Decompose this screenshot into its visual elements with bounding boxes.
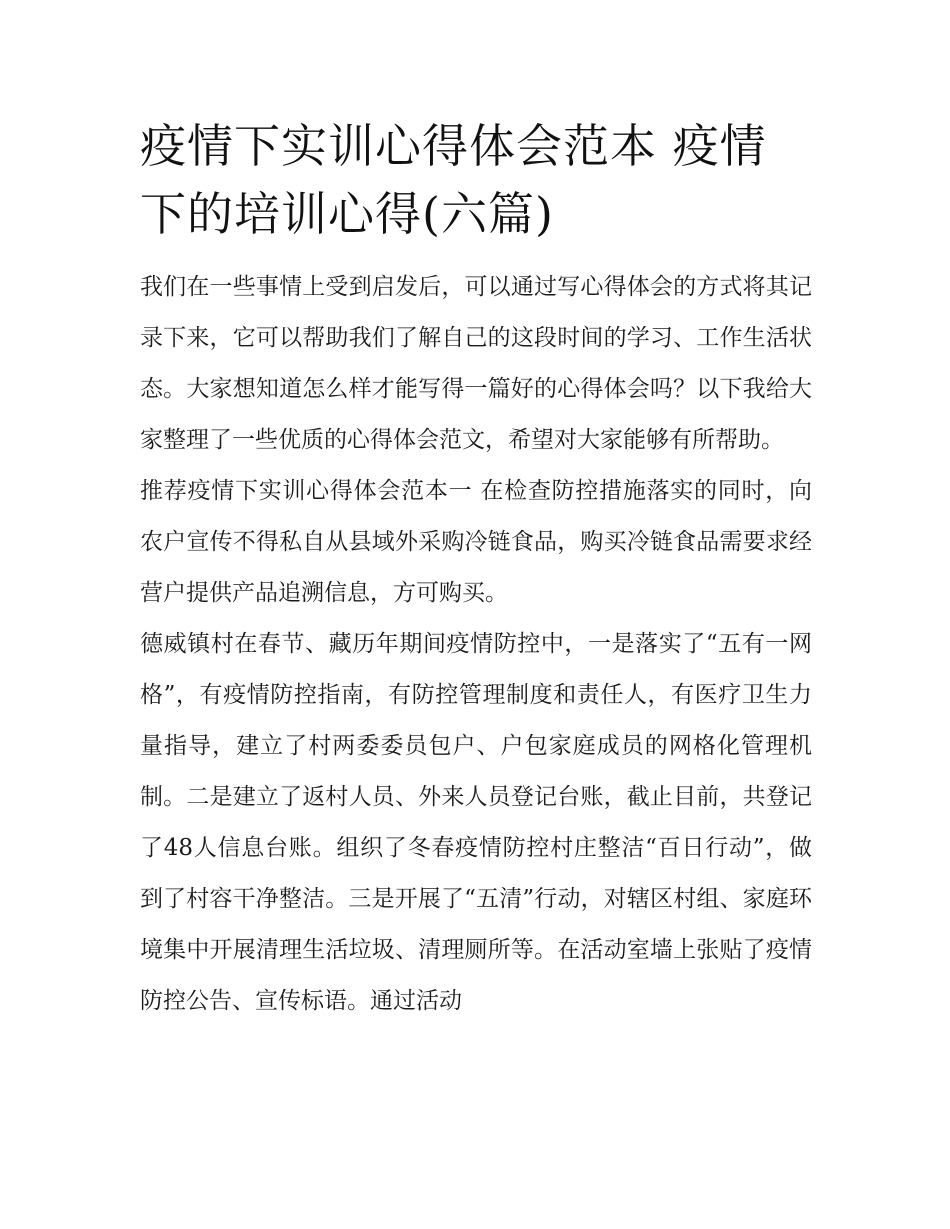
paragraph-intro: 我们在一些事情上受到启发后，可以通过写心得体会的方式将其记录下来，它可以帮助我们了解自己的这段时间的学习、工作生活状态。大家想知道怎么样才能写得一篇好的心得体会吗？以下我给大家整理了一些优质的心得体会范文，希望对大家能够有所帮助。 bbox=[140, 274, 812, 453]
document-title: 疫情下实训心得体会范本 疫情下的培训心得(六篇) bbox=[140, 119, 767, 241]
paragraph-village-prevention: 德威镇村在春节、藏历年期间疫情防控中，一是落实了“五有一网格”，有疫情防控指南，有防控管理制度和责任人，有医疗卫生力量指导，建立了村两委委员包户、户包家庭成员的网格化管理机制。二是建立了返村人员、外来人员登记台账，截止目前，共登记了48人信息台账。组织了冬春疫情防控村庄整洁“百日行动”，做到了村容干净整洁。三是开展了“五清”行动，对辖区村组、家庭环境集中开展清理生活垃圾、清理厕所等。在活动室墙上张贴了疫情防控公告、宣传标语。通过活动 bbox=[140, 631, 812, 1014]
paragraph-sample-one: 推荐疫情下实训心得体会范本一 在检查防控措施落实的同时，向农户宣传不得私自从县域外采购冷链食品，购买冷链食品需要求经营户提供产品追溯信息，方可购买。 bbox=[140, 478, 812, 606]
document-body bbox=[140, 112, 812, 1027]
